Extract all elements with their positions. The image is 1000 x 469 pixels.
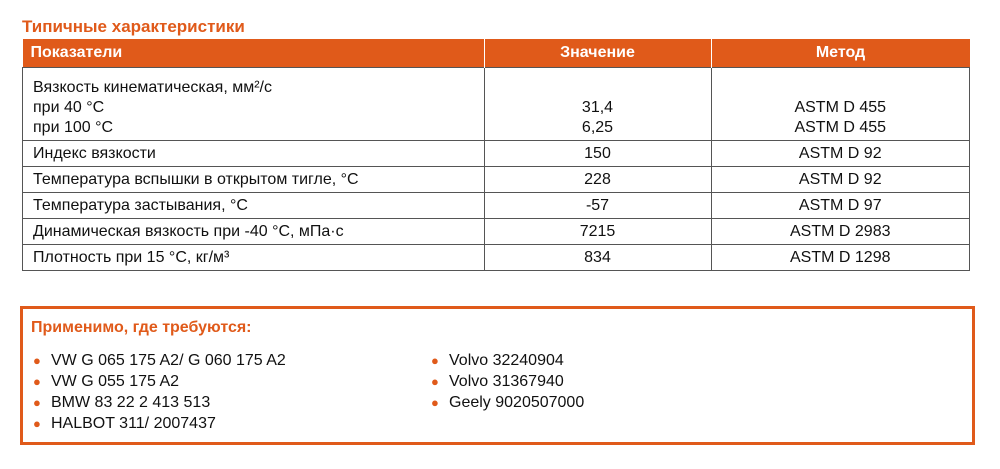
table-row [23, 193, 970, 219]
table-row [23, 219, 970, 245]
list-item-text: Geely 9020507000 [449, 394, 585, 411]
bullet-icon: ● [33, 395, 41, 410]
table-row [23, 141, 970, 167]
value-cell: -57 [484, 193, 711, 219]
value-text: 6,25 [581, 119, 614, 136]
table-header-row [23, 39, 970, 68]
param-cell [23, 68, 485, 141]
header-method: Метод [711, 39, 970, 68]
bullet-icon: ● [33, 374, 41, 389]
method-cell: ASTM D 2983 [711, 219, 970, 245]
param-cell: Температура застывания, °С [23, 193, 485, 219]
spec-list-right [431, 350, 584, 413]
list-item-text: HALBOT 311/ 2007437 [51, 415, 216, 432]
table-row [23, 245, 970, 271]
param-label: Вязкость кинематическая, мм²/с [33, 79, 272, 96]
method-cell: ASTM D 1298 [711, 245, 970, 271]
list-item-text: BMW 83 22 2 413 513 [51, 394, 211, 411]
list-item [431, 350, 584, 371]
section-title: Типичные характеристики [22, 17, 245, 36]
method-cell: ASTM D 97 [711, 193, 970, 219]
applicable-specs-box [20, 306, 975, 445]
value-cell [484, 68, 711, 141]
list-item [33, 350, 286, 371]
method-cell: ASTM D 92 [711, 141, 970, 167]
applicable-title: Применимо, где требуются: [31, 319, 252, 336]
param-cell: Температура вспышки в открытом тигле, °С [23, 167, 485, 193]
table-row [23, 68, 970, 141]
header-value: Значение [484, 39, 711, 68]
bullet-icon: ● [431, 374, 439, 389]
list-item [33, 413, 286, 434]
param-cell: Индекс вязкости [23, 141, 485, 167]
typical-characteristics-table [22, 39, 970, 271]
param-cell: Плотность при 15 °С, кг/м³ [23, 245, 485, 271]
value-cell: 7215 [484, 219, 711, 245]
list-item [33, 392, 286, 413]
list-item [431, 392, 584, 413]
param-sublabel: при 100 °С [33, 119, 114, 136]
list-item [431, 371, 584, 392]
list-item-text: VW G 065 175 A2/ G 060 175 A2 [51, 352, 286, 369]
method-text: ASTM D 455 [794, 99, 887, 116]
value-cell: 228 [484, 167, 711, 193]
list-item-text: Volvo 31367940 [449, 373, 564, 390]
bullet-icon: ● [33, 416, 41, 431]
list-item [33, 371, 286, 392]
value-cell: 834 [484, 245, 711, 271]
method-cell: ASTM D 92 [711, 167, 970, 193]
method-cell [711, 68, 970, 141]
list-item-text: Volvo 32240904 [449, 352, 564, 369]
method-text: ASTM D 455 [794, 119, 887, 136]
value-cell: 150 [484, 141, 711, 167]
value-text: 31,4 [581, 99, 614, 116]
spec-list-left [33, 350, 286, 434]
table-row [23, 167, 970, 193]
list-item-text: VW G 055 175 A2 [51, 373, 180, 390]
bullet-icon: ● [431, 353, 439, 368]
header-parameter: Показатели [23, 39, 485, 68]
param-sublabel: при 40 °С [33, 99, 105, 116]
bullet-icon: ● [33, 353, 41, 368]
bullet-icon: ● [431, 395, 439, 410]
param-cell: Динамическая вязкость при -40 °С, мПа·с [23, 219, 485, 245]
